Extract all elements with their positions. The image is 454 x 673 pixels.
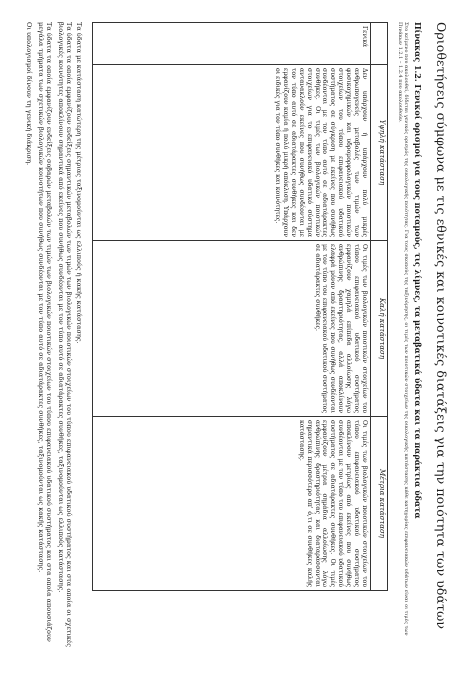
- table-row-general: [93, 23, 371, 591]
- table-legend: Στο κείμενο που ακολουθεί, δίδεται γενικός ορισμός της οικολογικής ποιότητας. Για τους σκοπούς της ταξινόμησης, οι τιμές των ποιοτικών στοιχείων της οικολογικής κατάστασης κάθε κατηγορίας επιφανειακών υδάτων είναι οι τιμές των Πινάκων 1.2.1 – 1.2.4 που ακολουθούν.: [396, 22, 409, 636]
- row-label-general: Γενικά: [93, 23, 371, 65]
- header-high-status: Υψηλή κατάσταση: [371, 65, 388, 241]
- header-empty: [371, 23, 388, 65]
- table-caption: Πίνακας 1.2. Γενικοί ορισμοί για τους ποταμούς, τις λίμνες, τα μεταβατικά ύδατα και τα παράκτια ύδατα: [413, 22, 423, 519]
- footnote-4: Οι υπολογισμοί δίνουν τη γενική διάκριση.: [25, 22, 33, 166]
- table-header-row: [371, 23, 388, 591]
- cell-high-status: Δεν υπάρχουν ή υπάρχουν πολύ μικρές ανθρωπογενείς μεταβολές των τιμών των φυσικοχημικών και υδρομορφολογικών ποιοτικών στοιχείων του τύπου επιφανειακού υδατικού συστήματος σε σύγκριση με εκείνες που συνήθως συνδέονται με τον τύπο αυτό σε αδιατάρακτες συνθήκες. Οι τιμές των βιολογικών ποιοτικών στοιχείων για το επιφανειακό υδατικό σύστημα αντανακλούν εκείνες που συνήθως συνδέονται με τον τύπο αυτό σε αδιατάρακτες συνθήκες και δεν εμφανίζουν καμία ή πολύ μικρή απόκλιση. Υπάρχουν οι ειδικές για τον τύπο συνθήκες και κοινότητες.: [93, 65, 371, 241]
- page-title: Οριοθετήσεις σύμφωνα με τις εθνικές και κοινοτικές διατάξεις για την ποιότητα των υδάτων: [434, 22, 449, 630]
- footnote-3: Τα ύδατα τα οποία εμφανίζουν ενδείξεις σοβαρών μεταβολών των τιμών των βιολογικών ποιοτικών στοιχείων του τύπου επιφανειακού υδατικού συστήματος και στα οποία απουσιάζουν μεγάλα τμήματα των σχετικών βιολογικών κοινοτήτων που συνήθως συνδέονται με τον τύπο αυτό σε αδιατάρακτες συνθήκες, ταξινομούνται ως κακής κατάστασης.: [37, 22, 53, 642]
- status-definitions-table: [92, 22, 388, 591]
- cell-moderate-status: Οι τιμές των βιολογικών ποιοτικών στοιχείων του τύπου επιφανειακού υδατικού συστήματος αποκλίνουν μετρίως από εκείνες που συνήθως συνδέονται με τον τύπο του επιφανειακού υδατικού συστήματος σε αδιατάρακτες συνθήκες. Οι τιμές εμφανίζουν μέτρια σημάδια αλλοίωσης λόγω ανθρώπινης δραστηριότητας και διαταράσσονται σημαντικά περισσότερο απ' ό,τι σε συνθήκες καλής κατάστασης.: [93, 417, 371, 591]
- header-moderate-status: Μέτρια κατάσταση: [371, 417, 388, 591]
- footnote-2: Τα ύδατα τα οποία εμφανίζουν ενδείξεις σημαντικών μεταβολών των τιμών των βιολογικών ποιοτικών στοιχείων του τύπου επιφανειακού υδατικού συστήματος και στα οποία οι σχετικές βιολογικές κοινότητες αποκλίνουν σημαντικά από εκείνες που συνήθως συνδέονται με τον τύπο αυτό σε αδιατάρακτες συνθήκες, ταξινομούνται ως ελλιπούς κατάστασης.: [57, 22, 73, 647]
- cell-good-status: Οι τιμές των βιολογικών ποιοτικών στοιχείων του τύπου επιφανειακού υδατικού συστήματος εμφανίζουν χαμηλά επίπεδα αλλοίωσης λόγω ανθρώπινης δραστηριότητας, αλλά αποκλίνουν ελαφρά μόνον από εκείνες που συνήθως συνδέονται με τον τύπο του επιφανειακού υδατικού συστήματος σε αδιατάρακτες συνθήκες.: [93, 241, 371, 417]
- footnote-1: Τα ύδατα με κατάσταση κατώτερη της μέτριας ταξινομούνται ως ελλιπούς ή κακής κατάστασης.: [75, 22, 83, 344]
- header-good-status: Καλή κατάσταση: [371, 241, 388, 417]
